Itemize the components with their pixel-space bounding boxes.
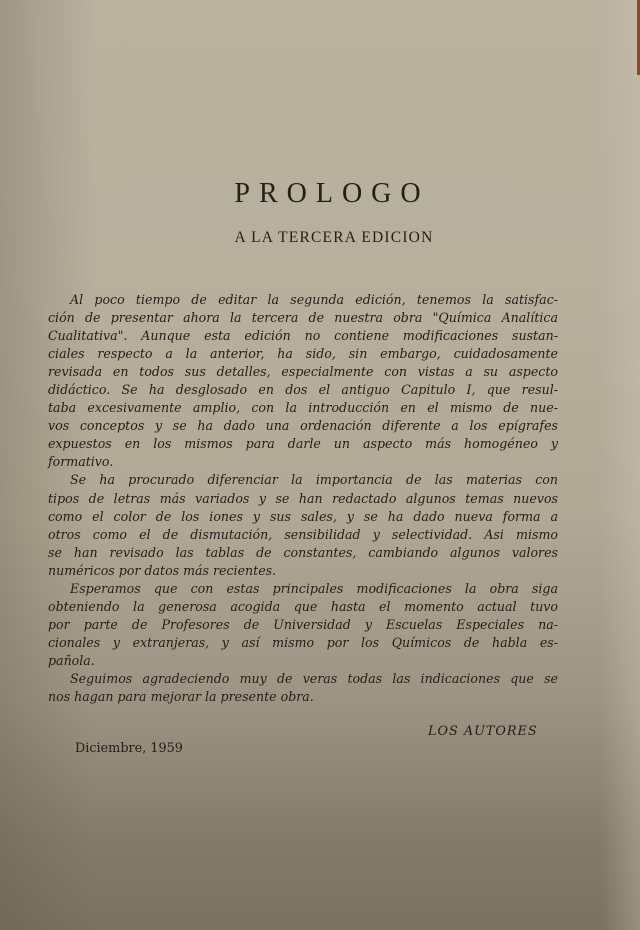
text-line: ción de presentar ahora la tercera de nuestra obra "Química Analítica — [48, 310, 558, 326]
date-line: Diciembre, 1959 — [75, 741, 183, 756]
text-line: cionales y extranjeras, y así mismo por los Químicos de habla es- — [48, 634, 558, 650]
text-line: revisada en todos sus detalles, especialmente con vistas a su aspecto — [48, 364, 558, 380]
text-line: Al poco tiempo de editar la segunda edición, tenemos la satisfac- — [70, 292, 558, 307]
text-line: se han revisado las tablas de constantes, cambiando algunos valores — [48, 544, 558, 560]
text-line: obteniendo la generosa acogida que hasta el momento actual tuvo — [48, 598, 558, 614]
text-line: Esperamos que con estas principales modificaciones la obra siga — [70, 580, 558, 596]
text-line: formativo. — [48, 454, 114, 470]
text-line: Cualitativa". Aunque esta edición no contiene modificaciones sustan- — [48, 328, 558, 344]
text-line: taba excesivamente amplio, con la introducción en el mismo de nue- — [48, 400, 558, 416]
text-line: pañola. — [48, 652, 95, 668]
text-line: vos conceptos y se ha dado una ordenación diferente a los epígrafes — [48, 418, 558, 434]
text-line: como el color de los iones y sus sales, y se ha dado nueva forma a — [48, 508, 558, 524]
prologue-body — [48, 291, 558, 706]
page-subtitle: A LA TERCERA EDICION — [234, 229, 434, 246]
text-line: por parte de Profesores de Universidad y Escuelas Especiales na- — [48, 616, 558, 632]
signature: LOS AUTORES — [428, 724, 538, 739]
text-line: numéricos por datos más recientes. — [48, 562, 277, 578]
text-line: expuestos en los mismos para darle un aspecto más homogéneo y — [48, 436, 558, 452]
text-line: nos hagan para mejorar la presente obra. — [48, 689, 314, 705]
page-edge-shade — [600, 0, 640, 930]
page-title: PROLOGO — [234, 178, 430, 209]
text-line: Se ha procurado diferenciar la importancia de las materias con — [70, 472, 558, 488]
text-line: otros como el de dismutación, sensibilidad y selectividad. Asi mismo — [48, 526, 558, 542]
text-line: tipos de letras más variados y se han redactado algunos temas nuevos — [48, 490, 558, 506]
text-line: ciales respecto a la anterior, ha sido, sin embargo, cuidadosamente — [48, 346, 558, 362]
text-line: didáctico. Se ha desglosado en dos el antiguo Capitulo I, que resul- — [48, 382, 558, 398]
text-line: Seguimos agradeciendo muy de veras todas las indicaciones que se — [70, 670, 558, 686]
